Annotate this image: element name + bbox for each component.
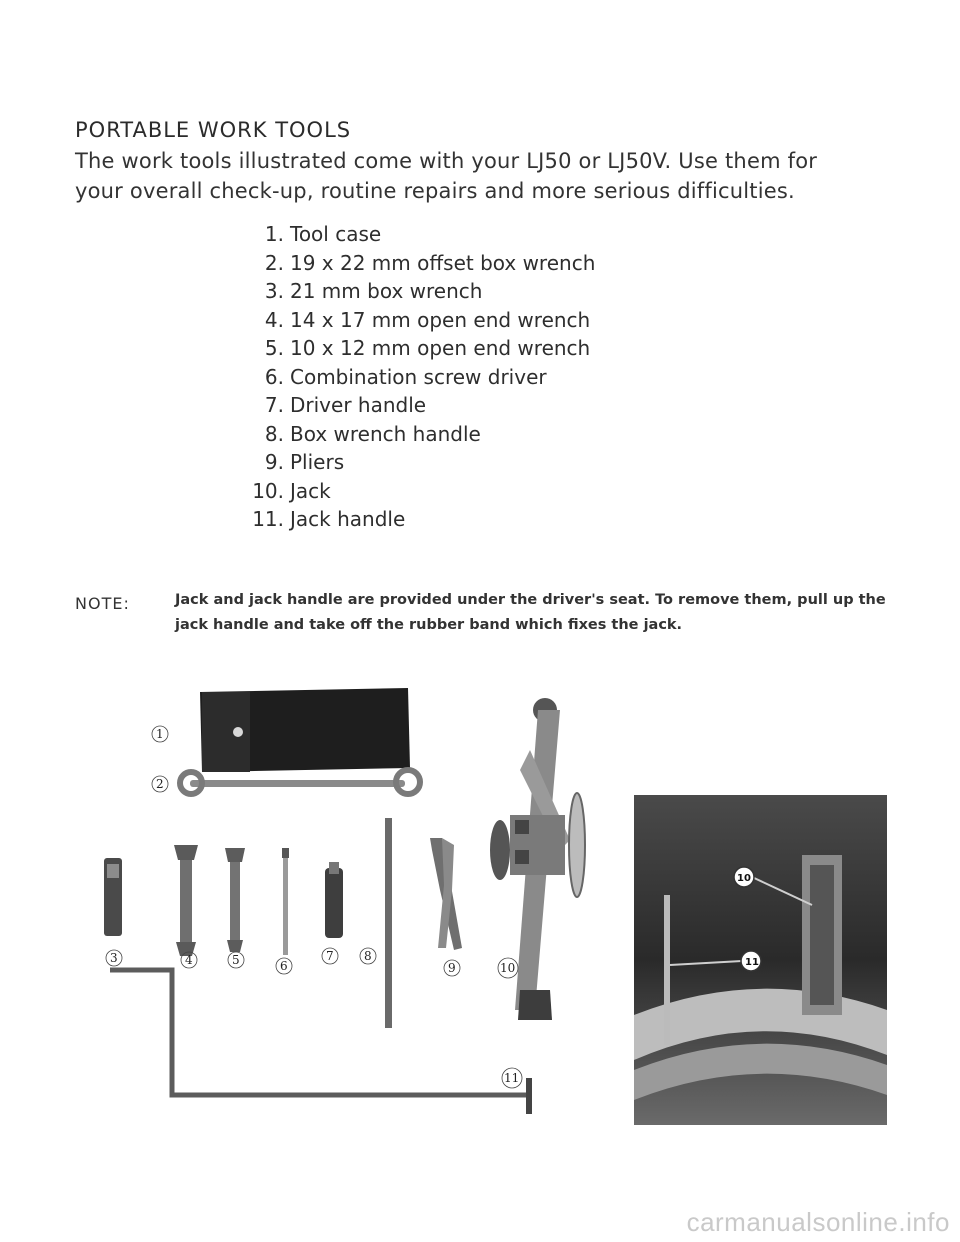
callout-7: 7 <box>326 949 334 963</box>
tool-list <box>240 220 595 534</box>
callout-8: 8 <box>364 949 372 963</box>
callout-2: 2 <box>156 777 164 791</box>
item-number: 5. <box>264 336 284 360</box>
tool-case-illustration <box>200 688 410 772</box>
item-number: 2. <box>264 250 284 275</box>
callout-4: 4 <box>185 953 193 967</box>
item-number: 7. <box>264 393 284 417</box>
open-end-wrench-14x17-illustration <box>174 845 198 956</box>
screw-driver-illustration <box>282 848 289 955</box>
callout-1: 1 <box>156 727 164 741</box>
item-number: 1. <box>264 222 284 246</box>
item-number: 6. <box>264 364 284 389</box>
list-item <box>240 220 595 249</box>
box-wrench-handle-illustration <box>385 818 392 1028</box>
list-item <box>240 306 595 335</box>
item-label: Jack handle <box>290 507 406 531</box>
item-label: 10 x 12 mm open end wrench <box>290 336 591 360</box>
item-number: 4. <box>264 307 284 332</box>
pliers-illustration <box>430 838 462 950</box>
callout-5: 5 <box>232 953 240 967</box>
inset-callout-11: 11 <box>745 957 759 968</box>
note-label: NOTE: <box>75 594 130 613</box>
note-text: Jack and jack handle are provided under the driver's seat. To remove them, pull up the jack handle and take off the rubber band which fixes the jack. <box>175 592 886 633</box>
callout-3: 3 <box>110 951 118 965</box>
callout-6: 6 <box>280 959 288 973</box>
item-label: 14 x 17 mm open end wrench <box>290 307 591 332</box>
open-end-wrench-10x12-illustration <box>225 848 245 952</box>
item-number: 3. <box>264 279 284 303</box>
item-number: 8. <box>264 421 284 446</box>
list-item <box>240 277 595 306</box>
jack-location-illustration <box>634 795 887 1125</box>
list-item <box>240 249 595 278</box>
list-item <box>240 363 595 392</box>
section-heading: PORTABLE WORK TOOLS <box>75 118 352 142</box>
list-item <box>240 448 595 477</box>
item-label: Pliers <box>290 450 345 474</box>
callout-10: 10 <box>500 961 516 975</box>
tools-photo <box>90 680 630 1150</box>
item-label: Box wrench handle <box>290 421 481 446</box>
box-wrench-illustration <box>104 858 122 936</box>
intro-paragraph: The work tools illustrated come with your LJ50 or LJ50V. Use them for your overall check-up, routine repairs and more serious difficulties. <box>75 149 818 203</box>
item-label: Tool case <box>290 222 382 246</box>
item-label: Combination screw driver <box>290 364 547 389</box>
driver-handle-illustration <box>325 862 343 938</box>
offset-box-wrench-illustration <box>180 770 420 794</box>
footer-watermark: carmanualsonline.info <box>686 1207 950 1237</box>
item-label: 21 mm box wrench <box>290 279 483 303</box>
item-label: Driver handle <box>290 393 427 417</box>
jack-location-photo <box>634 795 887 1125</box>
list-item <box>240 334 595 363</box>
item-number: 10. <box>252 478 284 503</box>
item-label: Jack <box>290 478 331 503</box>
list-item <box>240 420 595 449</box>
jack-handle-illustration <box>110 970 532 1114</box>
list-item <box>240 391 595 420</box>
list-item <box>240 477 595 506</box>
list-item <box>240 505 595 534</box>
inset-callout-10: 10 <box>737 873 751 884</box>
callout-11: 11 <box>504 1071 520 1085</box>
item-number: 9. <box>264 450 284 474</box>
item-number: 11. <box>252 507 284 531</box>
callout-9: 9 <box>448 961 456 975</box>
item-label: 19 x 22 mm offset box wrench <box>290 250 596 275</box>
